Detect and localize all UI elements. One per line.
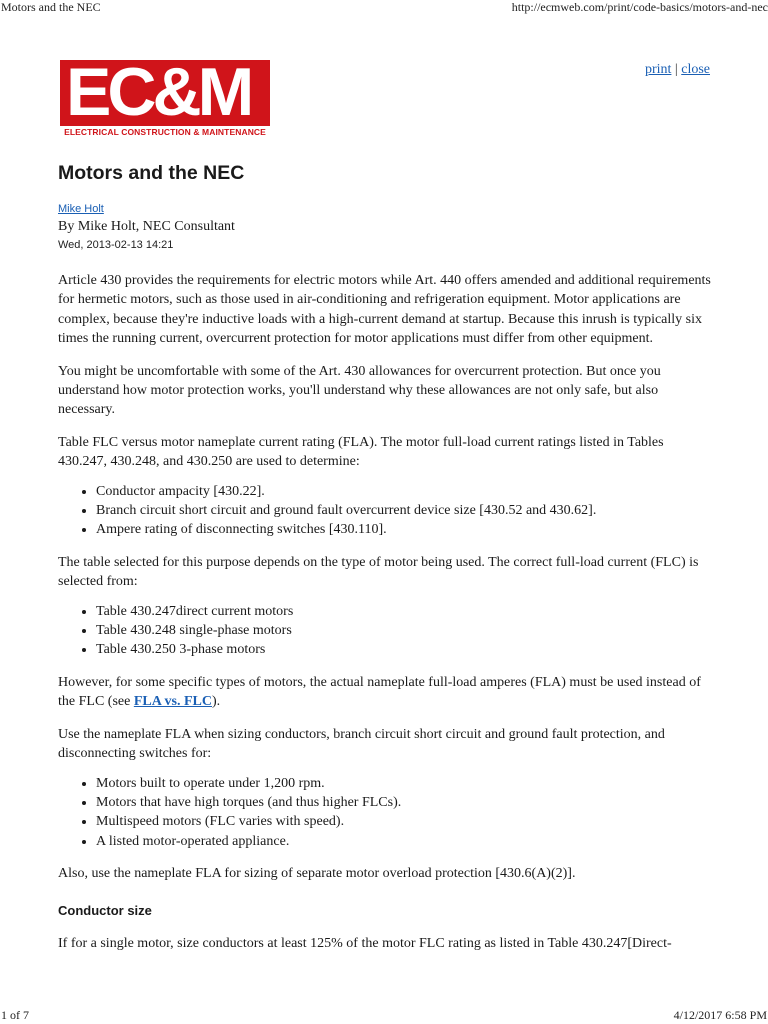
link-separator: |: [674, 62, 678, 77]
paragraph-5-end: ).: [212, 694, 221, 710]
list-item: • Conductor ampacity [430.22].: [96, 482, 714, 501]
author-link[interactable]: Mike Holt: [58, 203, 104, 215]
close-link[interactable]: close: [681, 62, 710, 77]
top-links: [645, 62, 710, 78]
logo-subtitle: ELECTRICAL CONSTRUCTION & MAINTENANCE: [60, 124, 270, 140]
paragraph-4: The table selected for this purpose depends on the type of motor being used. The correct full-load current (FLC) is selected from:: [58, 555, 699, 590]
paragraph-3: Table FLC versus motor nameplate current rating (FLA). The motor full-load current ratings listed in Tables 430.247, 430.248, and 430.250 are used to determine:: [58, 435, 664, 470]
publish-date: Wed, 2013-02-13 14:21: [58, 239, 174, 251]
paragraph-7: Also, use the nameplate FLA for sizing of separate motor overload protection [430.6(A)(2)].: [58, 866, 576, 882]
list-item: • Ampere rating of disconnecting switches [430.110].: [96, 520, 714, 539]
paragraph-8: If for a single motor, size conductors at least 125% of the motor FLC rating as listed in Table 430.247[Direct-: [58, 935, 672, 951]
page-title: Motors and the NEC: [58, 162, 245, 184]
ecm-logo: [60, 54, 270, 138]
tables-list: [58, 602, 714, 660]
paragraph-6: Use the nameplate FLA when sizing conductors, branch circuit short circuit and ground fault protection, and disconnecting switches for:: [58, 727, 665, 762]
page-count: 1 of 7: [1, 1008, 29, 1022]
logo-text: EC&M: [66, 54, 251, 130]
print-header: [0, 0, 768, 16]
section-heading-conductor-size: Conductor size: [58, 902, 152, 918]
list-item: • Branch circuit short circuit and ground fault overcurrent device size [430.52 and 430.62].: [96, 501, 714, 520]
print-footer: [0, 1006, 768, 1024]
print-header-title: Motors and the NEC: [1, 0, 101, 14]
list-item: • Multispeed motors (FLC varies with speed).: [96, 812, 714, 831]
article-content: [58, 160, 714, 953]
list-item: • Table 430.248 single-phase motors: [96, 621, 714, 640]
list-item: • Motors that have high torques (and thus higher FLCs).: [96, 793, 714, 812]
nameplate-fla-list: [58, 774, 714, 851]
list-item: • Motors built to operate under 1,200 rpm.: [96, 774, 714, 793]
paragraph-1: Article 430 provides the requirements for electric motors while Art. 440 offers amended and additional requirements for hermetic motors, such as those used in air-conditioning and refrigeration equipment. Motor applications are complex, because they're inductive loads with a high-current demand at startup. Because this inrush is typically six times the running current, overcurrent protection for motor applications must differ from other equipment.: [58, 273, 711, 346]
print-timestamp: 4/12/2017 6:58 PM: [673, 1008, 767, 1022]
list-item: • A listed motor-operated appliance.: [96, 832, 714, 851]
paragraph-5: [58, 673, 714, 712]
list-item: • Table 430.247direct current motors: [96, 602, 714, 621]
list-item: • Table 430.250 3-phase motors: [96, 640, 714, 659]
paragraph-2: You might be uncomfortable with some of the Art. 430 allowances for overcurrent protection. But once you understand how motor protection works, you'll understand why these allowances are not only safe, but also necessary.: [58, 363, 661, 418]
determine-list: [58, 482, 714, 540]
byline: By Mike Holt, NEC Consultant: [58, 219, 235, 234]
fla-vs-flc-link[interactable]: FLA vs. FLC: [133, 694, 213, 710]
paragraph-5-text: However, for some specific types of motors, the actual nameplate full-load amperes (FLA) must be used instead of the FLC (see: [58, 675, 701, 710]
print-link[interactable]: print: [644, 62, 672, 77]
print-header-url: http://ecmweb.com/print/code-basics/motors-and-nec: [511, 0, 768, 14]
